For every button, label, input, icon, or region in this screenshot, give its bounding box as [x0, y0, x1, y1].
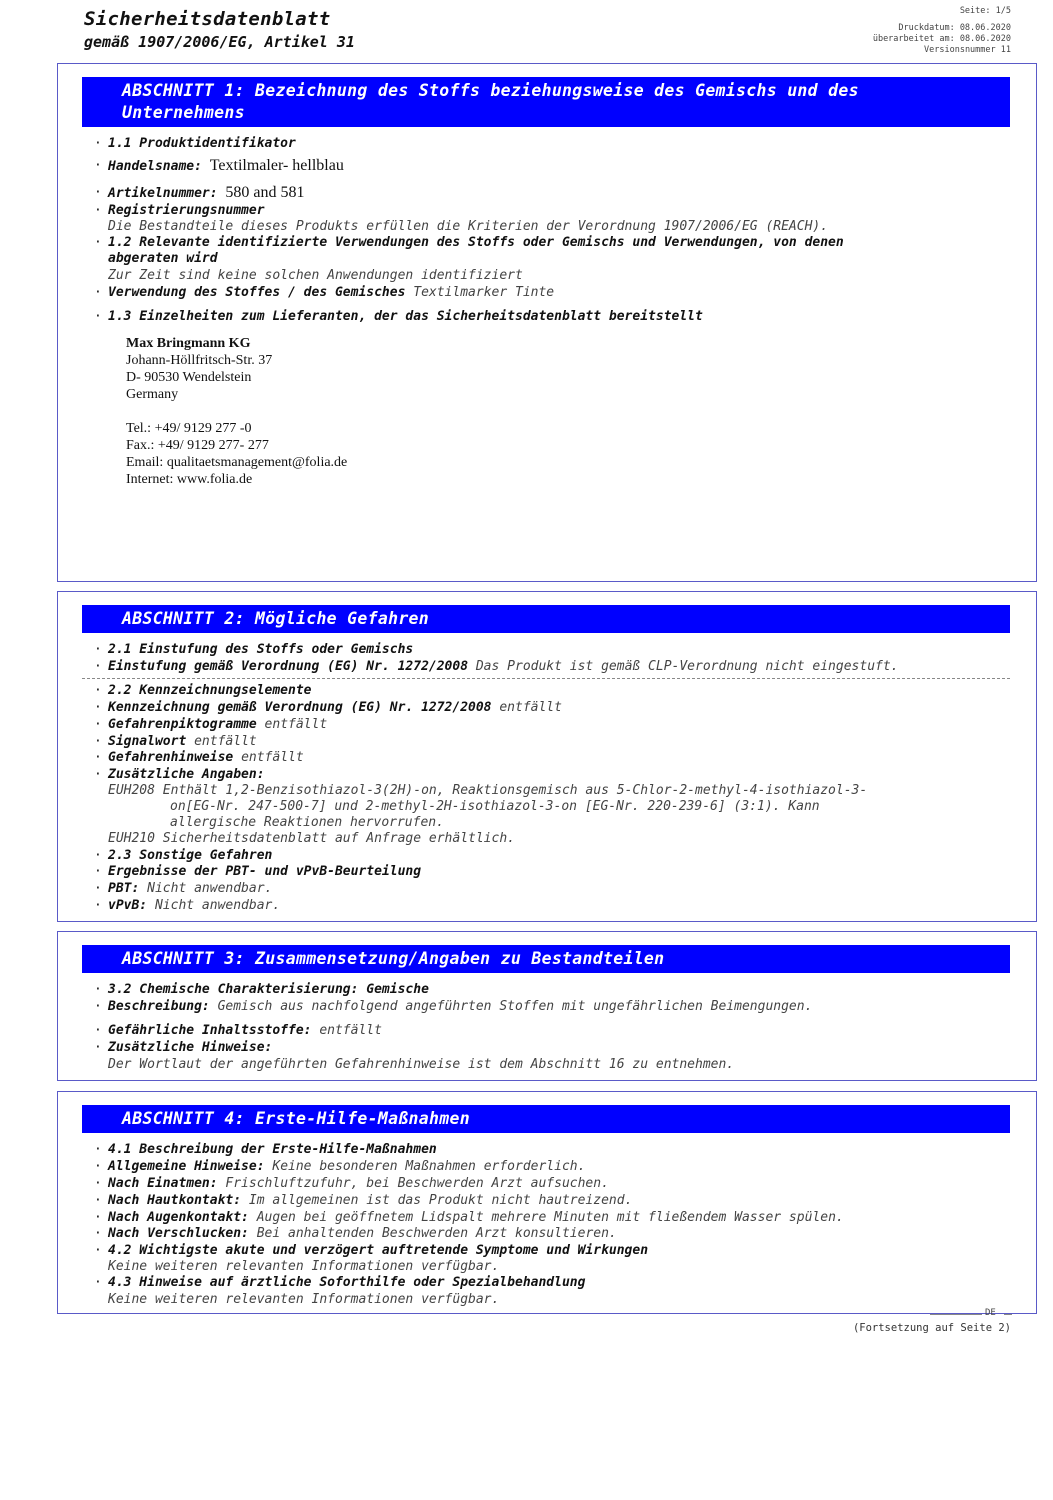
zusaetzliche-angaben: · Zusätzliche Angaben:	[94, 767, 265, 782]
handelsname-value: Textilmaler- hellblau	[209, 157, 344, 174]
aerztliche-hinweise-text: Keine weiteren relevanten Informationen verfügbar.	[108, 1292, 500, 1307]
registrierungsnummer: · Registrierungsnummer	[94, 203, 265, 218]
gefahrenhinweise: · Gefahrenhinweise entfällt	[94, 750, 304, 765]
artikelnummer: · Artikelnummer: 580 and 581	[94, 184, 305, 201]
aerztliche-hinweise-heading: · 4.3 Hinweise auf ärztliche Soforthilfe oder Spezialbehandlung	[94, 1275, 586, 1290]
einstufung-heading: · 2.1 Einstufung des Stoffs oder Gemischs	[94, 642, 414, 657]
pbt: · PBT: Nicht anwendbar.	[94, 881, 273, 896]
section-2-heading: ABSCHNITT 2: Mögliche Gefahren	[82, 605, 1010, 633]
zusaetzliche-hinweise-text: Der Wortlaut der angeführten Gefahrenhinweise ist dem Abschnitt 16 zu entnehmen.	[108, 1057, 735, 1072]
pbt-beurteilung: · Ergebnisse der PBT- und vPvB-Beurteilung	[94, 864, 422, 879]
revised-date: überarbeitet am: 08.06.2020	[872, 34, 1011, 44]
fax: Fax.: +49/ 9129 277- 277	[126, 438, 269, 453]
city: D- 90530 Wendelstein	[126, 370, 252, 385]
euh208-line-3: allergische Reaktionen hervorrufen.	[170, 815, 444, 830]
verwendungen-text: Zur Zeit sind keine solchen Anwendungen identifiziert	[108, 268, 523, 283]
allgemeine-hinweise: · Allgemeine Hinweise: Keine besonderen Maßnahmen erforderlich.	[94, 1159, 586, 1174]
version-number: Versionsnummer 11	[924, 45, 1011, 55]
nach-verschlucken: · Nach Verschlucken: Bei anhaltenden Beschwerden Arzt konsultieren.	[94, 1226, 617, 1241]
document-subtitle: gemäß 1907/2006/EG, Artikel 31	[84, 33, 355, 51]
lieferant-heading: · 1.3 Einzelheiten zum Lieferanten, der das Sicherheitsdatenblatt bereitstellt	[94, 309, 703, 324]
section-3-heading: ABSCHNITT 3: Zusammensetzung/Angaben zu Bestandteilen	[82, 945, 1010, 973]
section-1	[57, 63, 1037, 582]
header-meta	[873, 6, 1011, 56]
signalwort: · Signalwort entfällt	[94, 734, 257, 749]
beschreibung: · Beschreibung: Gemisch aus nachfolgend angeführten Stoffen mit ungefährlichen Beimengungen.	[94, 999, 813, 1014]
nach-hautkontakt: · Nach Hautkontakt: Im allgemeinen ist das Produkt nicht hautreizend.	[94, 1193, 633, 1208]
section-1-heading-line-1: ABSCHNITT 1: Bezeichnung des Stoffs beziehungsweise des Gemischs und des	[122, 81, 859, 100]
email: Email: qualitaetsmanagement@folia.de	[126, 455, 348, 470]
section-4	[57, 1091, 1037, 1314]
kennzeichnung: · Kennzeichnung gemäß Verordnung (EG) Nr. 1272/2008 entfällt	[94, 700, 562, 715]
verwendung: · Verwendung des Stoffes / des Gemisches Textilmarker Tinte	[94, 285, 555, 300]
produktidentifikator: · 1.1 Produktidentifikator	[94, 136, 296, 151]
section-4-heading: ABSCHNITT 4: Erste-Hilfe-Maßnahmen	[82, 1105, 1010, 1133]
section-1-heading-line-2: Unternehmens	[122, 103, 245, 122]
print-date: Druckdatum: 08.06.2020	[898, 23, 1011, 33]
internet: Internet: www.folia.de	[126, 472, 253, 487]
section-1-heading	[82, 77, 1010, 127]
language-code: DE	[985, 1308, 996, 1318]
registrierungsnummer-text: Die Bestandteile dieses Produkts erfüllen die Kriterien der Verordnung 1907/2006/EG (REACH).	[108, 219, 829, 234]
kennzeichnung-heading: · 2.2 Kennzeichnungselemente	[94, 683, 312, 698]
page-number: Seite: 1/5	[959, 6, 1011, 16]
street: Johann-Höllfritsch-Str. 37	[126, 353, 273, 368]
nach-augenkontakt: · Nach Augenkontakt: Augen bei geöffnetem Lidspalt mehrere Minuten mit fließendem Wasser spülen.	[94, 1210, 844, 1225]
gefaehrliche-inhaltsstoffe: · Gefährliche Inhaltsstoffe: entfällt	[94, 1023, 382, 1038]
euh208-line-2: on[EG-Nr. 247-500-7] und 2-methyl-2H-isothiazol-3-on [EG-Nr. 220-239-6] (3:1). Kann	[170, 799, 820, 814]
document-title: Sicherheitsdatenblatt	[84, 8, 331, 30]
telephone: Tel.: +49/ 9129 277 -0	[126, 421, 252, 436]
section-3	[57, 931, 1037, 1081]
einstufung: · Einstufung gemäß Verordnung (EG) Nr. 1272/2008 Das Produkt ist gemäß CLP-Verordnung nicht eingestuft.	[94, 659, 899, 674]
euh210: EUH210 Sicherheitsdatenblatt auf Anfrage erhältlich.	[108, 831, 515, 846]
section-2	[57, 591, 1037, 922]
dashed-divider	[82, 678, 1010, 679]
verwendungen-heading: · 1.2 Relevante identifizierte Verwendungen des Stoffs oder Gemischs und Verwendungen, von denen	[94, 235, 844, 250]
footer-rule	[930, 1314, 982, 1315]
sonstige-gefahren: · 2.3 Sonstige Gefahren	[94, 848, 273, 863]
erste-hilfe-beschreibung: · 4.1 Beschreibung der Erste-Hilfe-Maßnahmen	[94, 1142, 437, 1157]
supplier-address	[126, 335, 347, 488]
euh208-line-1: EUH208 Enthält 1,2-Benzisothiazol-3(2H)-on, Reaktionsgemisch aus 5-Chlor-2-methyl-4-isothiazol-3-	[108, 783, 868, 798]
nach-einatmen: · Nach Einatmen: Frischluftzufuhr, bei Beschwerden Arzt aufsuchen.	[94, 1176, 609, 1191]
verwendungen-heading-line-2: abgeraten wird	[108, 251, 218, 266]
footer-rule-right	[1004, 1314, 1012, 1315]
chemische-charakterisierung: · 3.2 Chemische Charakterisierung: Gemische	[94, 982, 429, 997]
vpvb: · vPvB: Nicht anwendbar.	[94, 898, 281, 913]
handelsname: · Handelsname: Textilmaler- hellblau	[94, 157, 344, 174]
symptome-text: Keine weiteren relevanten Informationen verfügbar.	[108, 1259, 500, 1274]
symptome-heading: · 4.2 Wichtigste akute und verzögert auftretende Symptome und Wirkungen	[94, 1243, 649, 1258]
continuation-note: (Fortsetzung auf Seite 2)	[852, 1322, 1011, 1334]
company-name: Max Bringmann KG	[126, 336, 251, 351]
artikelnummer-value: 580 and 581	[225, 184, 305, 201]
zusaetzliche-hinweise: · Zusätzliche Hinweise:	[94, 1040, 273, 1055]
country: Germany	[126, 387, 179, 402]
gefahrenpiktogramme: · Gefahrenpiktogramme entfällt	[94, 717, 328, 732]
